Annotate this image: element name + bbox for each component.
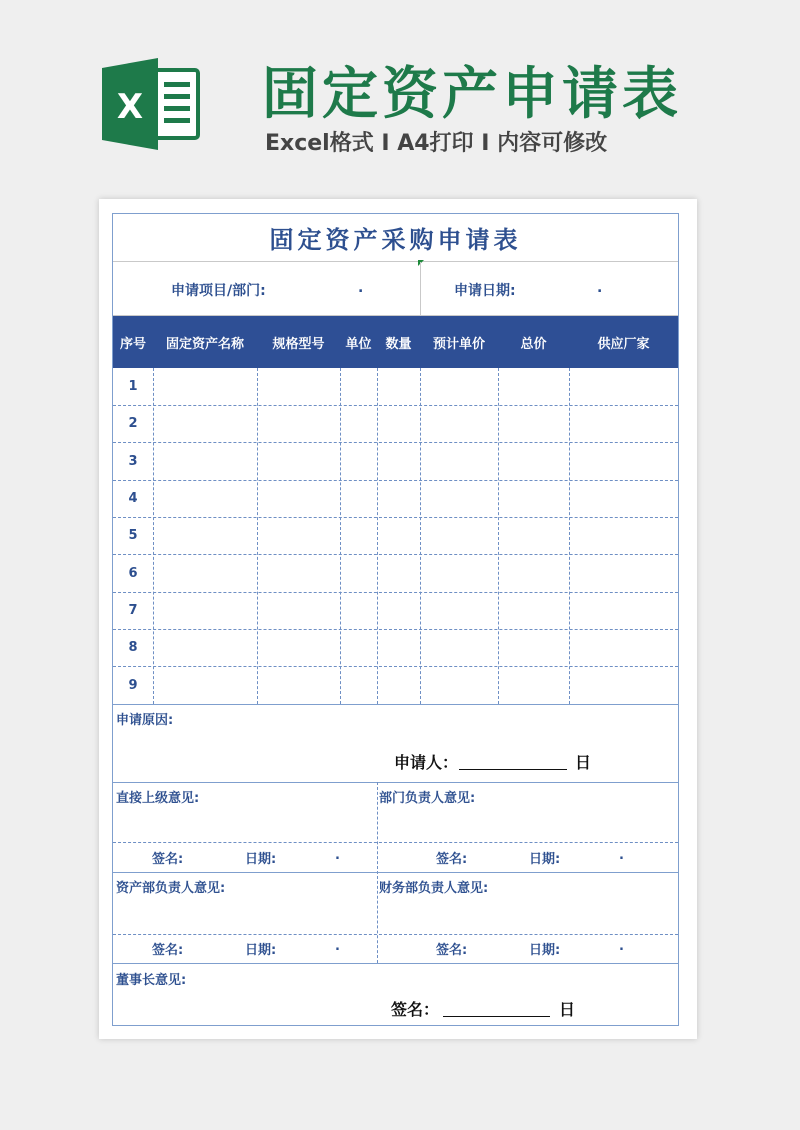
project-label: 申请项目/部门: (171, 283, 266, 299)
col-header-total: 总价 (520, 336, 547, 352)
col-header-quantity: 数量 (385, 336, 412, 352)
table-header (113, 316, 678, 368)
supervisor-date-field[interactable]: . (335, 848, 340, 863)
excel-logo-icon (102, 58, 202, 150)
logo-letter: X (116, 87, 144, 127)
info-divider (420, 262, 421, 316)
applicant-label: 申请人： (394, 753, 459, 772)
finance-head-date-field[interactable]: . (619, 939, 624, 954)
asset-head-sign-label: 签名: (152, 943, 184, 958)
col-header-unit: 单位 (345, 336, 372, 352)
row-number: 3 (128, 454, 138, 469)
row-number: 7 (128, 603, 138, 618)
row-number: 9 (128, 678, 138, 693)
dept-head-opinion-label: 部门负责人意见: (379, 791, 476, 806)
banner-subtitle: Excel格式 I A4打印 I 内容可修改 (265, 131, 608, 156)
supervisor-sign-label: 签名: (152, 852, 184, 867)
supervisor-date-label: 日期: (245, 852, 277, 867)
row-number: 5 (128, 528, 138, 543)
asset-head-date-label: 日期: (245, 943, 277, 958)
row-number: 8 (128, 640, 138, 655)
dept-head-sign-label: 签名: (436, 852, 468, 867)
col-header-index: 序号 (119, 336, 146, 352)
col-header-spec: 规格型号 (272, 336, 325, 352)
dept-head-date-label: 日期: (529, 852, 561, 867)
col-header-asset-name: 固定资产名称 (165, 336, 244, 352)
dept-head-date-field[interactable]: . (619, 848, 624, 863)
date-field[interactable]: . (597, 280, 603, 296)
finance-head-sign-label: 签名: (436, 943, 468, 958)
chairman-opinion-label: 董事长意见: (116, 973, 187, 988)
supervisor-opinion-label: 直接上级意见: (116, 791, 200, 806)
row-number: 4 (128, 491, 138, 506)
reason-label: 申请原因: (116, 713, 174, 728)
info-row (113, 262, 678, 316)
chairman-signature-line[interactable] (443, 1016, 550, 1017)
row-number: 1 (128, 379, 138, 394)
chairman-sign-label: 签名： (391, 1000, 440, 1019)
asset-head-date-field[interactable]: . (335, 939, 340, 954)
form-sheet (112, 213, 679, 1026)
finance-head-date-label: 日期: (529, 943, 561, 958)
row-number: 6 (128, 566, 138, 581)
applicant-signature-line[interactable] (459, 769, 567, 770)
asset-head-opinion-label: 资产部负责人意见: (116, 881, 226, 896)
project-field[interactable]: . (358, 280, 364, 296)
form-title: 固定资产采购申请表 (113, 214, 678, 262)
banner-title: 固定资产申请表 (262, 62, 682, 127)
finance-head-opinion-label: 财务部负责人意见: (379, 881, 489, 896)
col-header-supplier: 供应厂家 (597, 336, 650, 352)
items-table (113, 368, 678, 704)
date-label: 申请日期: (454, 283, 516, 299)
chairman-day: 日 (559, 1000, 576, 1019)
form-paper (99, 199, 697, 1039)
applicant-day: 日 (575, 753, 592, 772)
row-number: 2 (128, 416, 138, 431)
col-header-unit-price: 预计单价 (432, 336, 485, 352)
